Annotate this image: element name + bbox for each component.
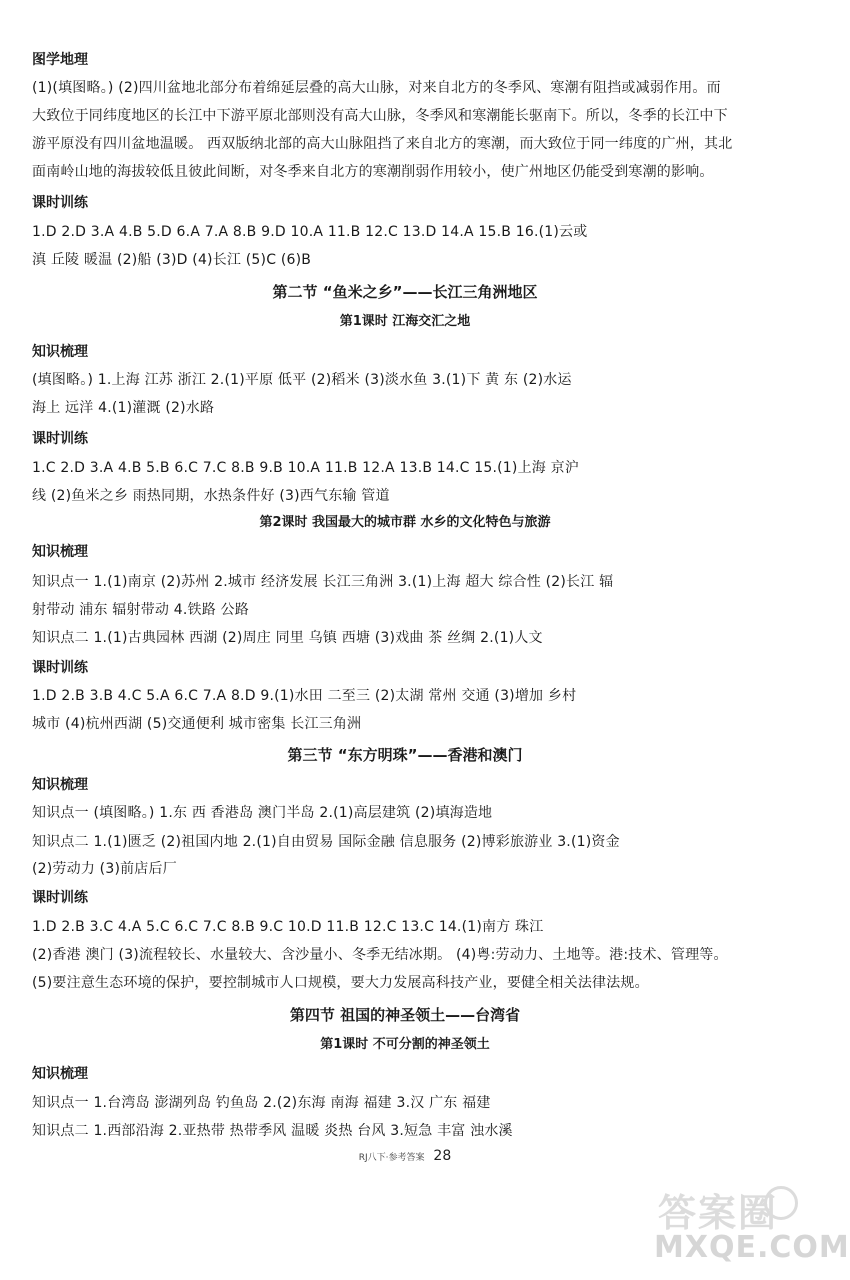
answer-line: 知识点二 1.西部沿海 2.亚热带 热带季风 温暖 炎热 台风 3.短急 丰富 浊水溪 bbox=[32, 1123, 513, 1139]
answer-line: 知识点一 1.台湾岛 澎湖列岛 钓鱼岛 2.(2)东海 南海 福建 3.汉 广东 福建 bbox=[32, 1095, 491, 1111]
watermark-url: MXQE.COM bbox=[654, 1230, 850, 1265]
heading-keshi-xunlian: 课时训练 bbox=[32, 195, 88, 211]
answer-line: 1.D 2.B 3.C 4.A 5.C 6.C 7.C 8.B 9.C 10.D 11.B 12.C 13.C 14.(1)南方 珠江 bbox=[32, 919, 544, 935]
answer-line: 海上 远洋 4.(1)灌溉 (2)水路 bbox=[32, 400, 215, 416]
heading-tuxue-dili: 图学地理 bbox=[32, 52, 88, 68]
heading-zhishi-shuli: 知识梳理 bbox=[32, 777, 88, 793]
answer-line: 游平原没有四川盆地温暖。 西双版纳北部的高大山脉阻挡了来自北方的寒潮，而大致位于同一纬度的广州，其北 bbox=[32, 136, 733, 152]
heading-keshi-xunlian: 课时训练 bbox=[32, 431, 88, 447]
answer-line: 滇 丘陵 暖温 (2)船 (3)D (4)长江 (5)C (6)B bbox=[32, 252, 312, 268]
lesson-title: 第1课时 不可分割的神圣领土 bbox=[320, 1037, 490, 1052]
lesson-title: 第2课时 我国最大的城市群 水乡的文化特色与旅游 bbox=[259, 515, 551, 530]
heading-keshi-xunlian: 课时训练 bbox=[32, 660, 88, 676]
answer-line: (2)香港 澳门 (3)流程较长、水量较大、含沙量小、冬季无结冰期。 (4)粤:劳动力、土地等。港:技术、管理等。 bbox=[32, 947, 728, 963]
answer-line: (5)要注意生态环境的保护，要控制城市人口规模，要大力发展高科技产业，要健全相关法律法规。 bbox=[32, 975, 649, 991]
watermark-logo bbox=[648, 1182, 850, 1272]
answer-line: 知识点二 1.(1)古典园林 西湖 (2)周庄 同里 乌镇 西塘 (3)戏曲 茶 丝绸 2.(1)人文 bbox=[32, 630, 543, 646]
section-title: 第二节 “鱼米之乡”——长江三角洲地区 bbox=[272, 283, 538, 301]
section-title: 第三节 “东方明珠”——香港和澳门 bbox=[287, 746, 523, 764]
answer-line: 1.D 2.D 3.A 4.B 5.D 6.A 7.A 8.B 9.D 10.A 11.B 12.C 13.D 14.A 15.B 16.(1)云或 bbox=[32, 224, 588, 240]
answer-line: 大致位于同纬度地区的长江中下游平原北部则没有高大山脉，冬季风和寒潮能长驱南下。所以，冬季的长江中下 bbox=[32, 108, 728, 124]
answer-line: 知识点二 1.(1)匮乏 (2)祖国内地 2.(1)自由贸易 国际金融 信息服务 (2)博彩旅游业 3.(1)资金 bbox=[32, 834, 620, 850]
heading-keshi-xunlian: 课时训练 bbox=[32, 890, 88, 906]
answer-line: (2)劳动力 (3)前店后厂 bbox=[32, 861, 177, 877]
answer-line: 知识点一 (填图略。) 1.东 西 香港岛 澳门半岛 2.(1)高层建筑 (2)填海造地 bbox=[32, 805, 493, 821]
page-footer bbox=[0, 1148, 810, 1164]
answer-line: 面南岭山地的海拔较低且彼此间断，对冬季来自北方的寒潮削弱作用较小，使广州地区仍能受到寒潮的影响。 bbox=[32, 164, 714, 180]
footer-label: RJ八下·参考答案 bbox=[358, 1153, 425, 1163]
heading-zhishi-shuli: 知识梳理 bbox=[32, 344, 88, 360]
section-title: 第四节 祖国的神圣领土——台湾省 bbox=[289, 1006, 521, 1024]
watermark-stamp-icon bbox=[764, 1186, 798, 1220]
page-number: 28 bbox=[433, 1148, 452, 1164]
heading-zhishi-shuli: 知识梳理 bbox=[32, 1066, 88, 1082]
answer-line: 线 (2)鱼米之乡 雨热同期，水热条件好 (3)西气东输 管道 bbox=[32, 488, 390, 504]
answer-line: 城市 (4)杭州西湖 (5)交通便利 城市密集 长江三角洲 bbox=[32, 716, 362, 732]
watermark-brand: 答案圈 bbox=[658, 1191, 779, 1235]
answer-line: 射带动 浦东 辐射带动 4.铁路 公路 bbox=[32, 602, 249, 618]
answer-line: (填图略。) 1.上海 江苏 浙江 2.(1)平原 低平 (2)稻米 (3)淡水鱼 3.(1)下 黄 东 (2)水运 bbox=[32, 372, 572, 388]
lesson-title: 第1课时 江海交汇之地 bbox=[339, 314, 471, 329]
answer-line: 知识点一 1.(1)南京 (2)苏州 2.城市 经济发展 长江三角洲 3.(1)上海 超大 综合性 (2)长江 辐 bbox=[32, 574, 614, 590]
heading-zhishi-shuli: 知识梳理 bbox=[32, 544, 88, 560]
answer-line: (1)(填图略。) (2)四川盆地北部分布着绵延层叠的高大山脉，对来自北方的冬季风、寒潮有阻挡或减弱作用。而 bbox=[32, 80, 721, 96]
answer-line: 1.C 2.D 3.A 4.B 5.B 6.C 7.C 8.B 9.B 10.A 11.B 12.A 13.B 14.C 15.(1)上海 京沪 bbox=[32, 460, 580, 476]
answer-line: 1.D 2.B 3.B 4.C 5.A 6.C 7.A 8.D 9.(1)水田 二至三 (2)太湖 常州 交通 (3)增加 乡村 bbox=[32, 688, 577, 704]
